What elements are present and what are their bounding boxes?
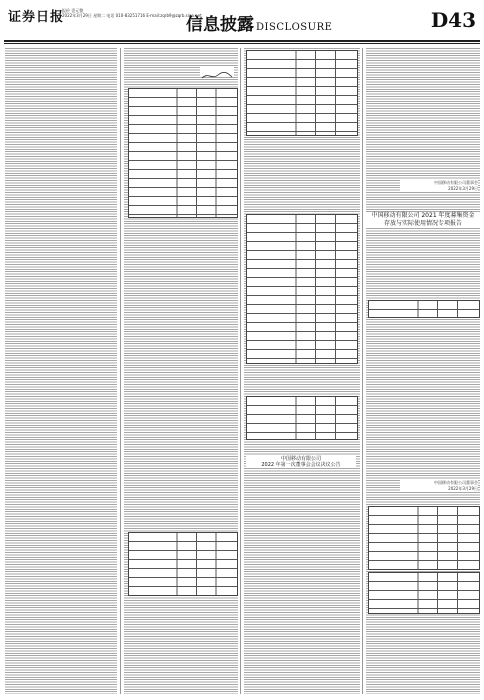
financial-table — [128, 88, 238, 218]
financial-table — [246, 214, 358, 364]
masthead — [0, 0, 484, 44]
section-title — [186, 10, 332, 35]
text-column-3 — [244, 48, 360, 694]
body-text-block — [244, 48, 360, 694]
column-divider — [240, 48, 241, 694]
signature-1-date: 2022年3月29日 — [448, 186, 478, 191]
masthead-meta — [62, 8, 202, 18]
signature-2-org: 中国移动有限公司董事会 — [434, 480, 478, 485]
body-text-block — [5, 48, 117, 694]
signature-scribble-icon — [200, 71, 234, 81]
financial-table — [368, 572, 480, 614]
masthead-rule-thick — [4, 40, 480, 42]
signature-block-2 — [400, 480, 478, 492]
section-title-en: DISCLOSURE — [256, 22, 333, 33]
column-divider — [120, 48, 121, 694]
page-number: D43 — [430, 8, 476, 32]
headline-2-line2: 2022 年第一次董事会会议决议公告 — [261, 462, 341, 468]
signature-2-date: 2022年3月29日 — [448, 486, 478, 491]
financial-table — [368, 506, 480, 570]
headline-1-line1: 中国移动有限公司 2021 年度募集资金 — [371, 212, 475, 219]
signature-1-org: 中国移动有限公司董事会 — [434, 180, 478, 185]
announcement-headline-2 — [246, 456, 356, 468]
financial-table — [368, 300, 480, 318]
column-divider — [362, 48, 363, 694]
masthead-meta-line2: 2022年3月29日 星期二 电话 010-83251716 E-mail:zqrb9@zqrb.sina.net — [62, 13, 202, 18]
signature-stamp — [200, 66, 234, 76]
financial-table — [246, 396, 358, 440]
financial-table — [246, 50, 358, 136]
text-column-1 — [5, 48, 117, 694]
masthead-meta-line1: 报价 壹元整 — [62, 8, 84, 13]
announcement-headline-1 — [366, 212, 480, 228]
signature-block-1 — [400, 180, 478, 192]
newspaper-logo: 证券日报 — [8, 10, 65, 25]
masthead-rule-thin — [4, 43, 480, 44]
headline-2-line1: 中国移动有限公司 — [280, 456, 321, 462]
financial-table — [128, 532, 238, 596]
section-title-cn: 信息披露 — [186, 15, 254, 35]
headline-1-line2: 存放与实际使用情况专项报告 — [383, 220, 462, 227]
